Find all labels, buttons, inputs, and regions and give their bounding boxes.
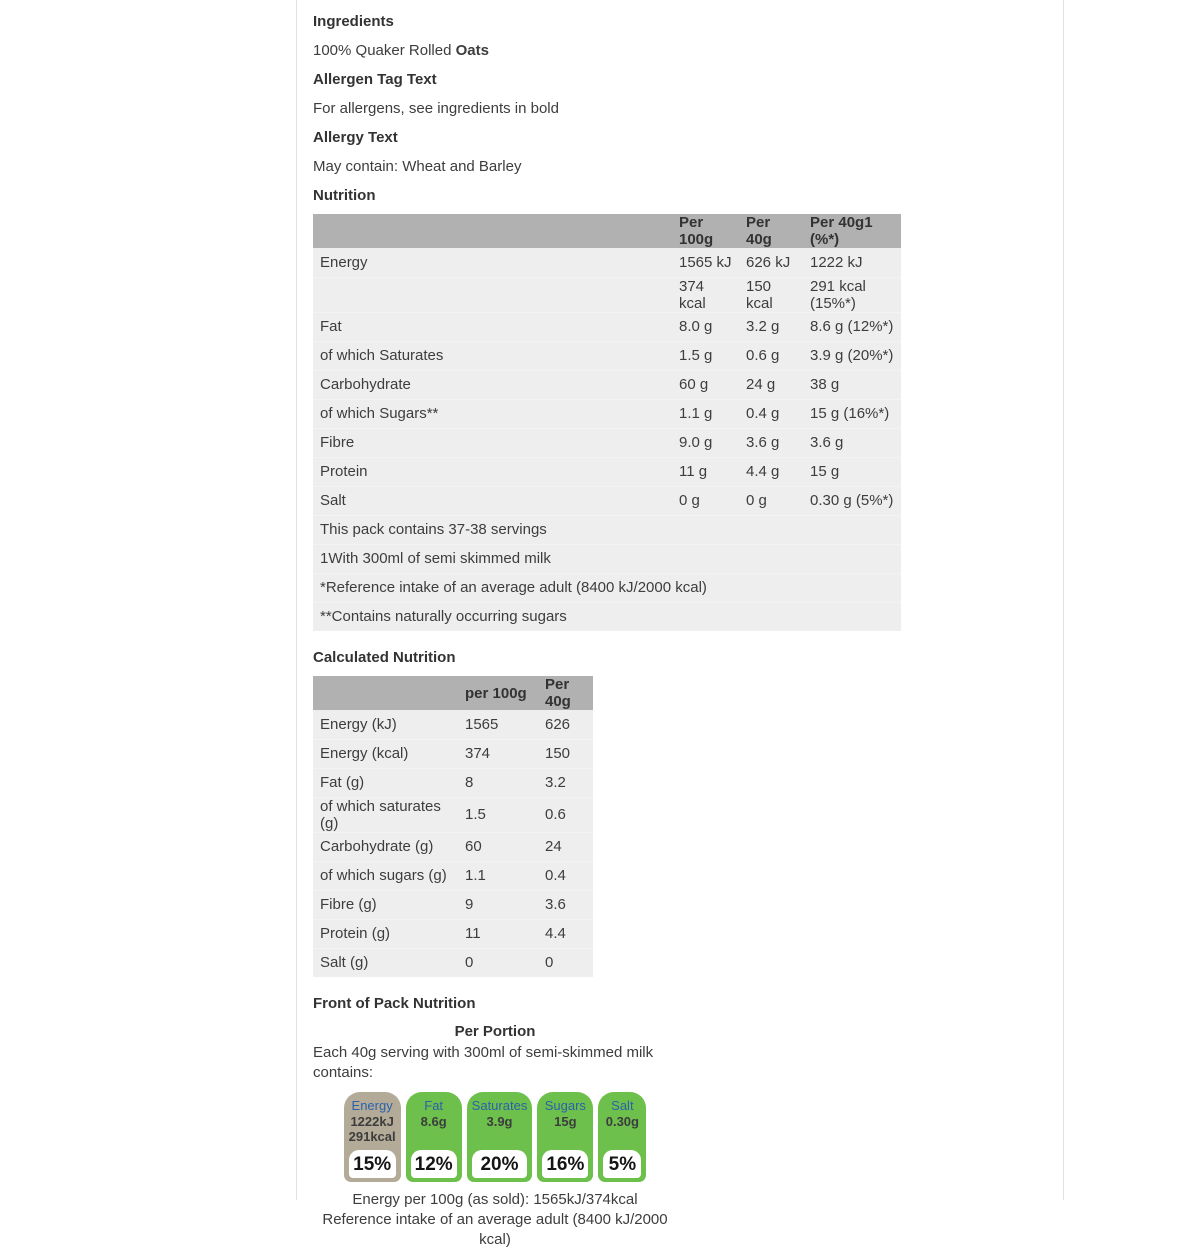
ingredients-text	[313, 36, 1047, 65]
table-header-row	[313, 676, 593, 710]
badge-value: 1222kJ	[350, 1114, 394, 1129]
table-footnote-row	[313, 515, 901, 544]
badge-percent: 16%	[542, 1150, 588, 1178]
column-header: Per 40g	[739, 214, 803, 248]
table-cell: 3.6	[538, 890, 593, 919]
allergy-heading: Allergy Text	[313, 129, 398, 146]
table-cell: of which saturates (g)	[313, 797, 458, 832]
table-cell: 1.5	[458, 797, 538, 832]
table-row	[313, 832, 593, 861]
table-cell: 3.9 g (20%*)	[803, 341, 901, 370]
badge-value: 8.6g	[420, 1114, 447, 1129]
nutrient-badge-salt	[598, 1092, 646, 1182]
badge-percent: 12%	[411, 1150, 457, 1178]
table-cell: 8.0 g	[672, 312, 739, 341]
front-of-pack-heading: Front of Pack Nutrition	[313, 995, 476, 1012]
table-cell: 9.0 g	[672, 428, 739, 457]
table-cell: 11 g	[672, 457, 739, 486]
table-cell: 0 g	[672, 486, 739, 515]
table-cell: 38 g	[803, 370, 901, 399]
nutrient-badge-sugars	[537, 1092, 593, 1182]
column-header	[313, 676, 458, 710]
table-cell: 24	[538, 832, 593, 861]
badge-value: 15g	[554, 1114, 577, 1129]
table-cell: 3.2	[538, 768, 593, 797]
table-footnote-row	[313, 544, 901, 573]
table-cell: 4.4	[538, 919, 593, 948]
badge-percent: 15%	[349, 1150, 396, 1178]
table-header-row	[313, 214, 901, 248]
table-cell: Carbohydrate (g)	[313, 832, 458, 861]
calculated-nutrition-heading: Calculated Nutrition	[313, 649, 456, 666]
table-row	[313, 399, 901, 428]
table-cell: 1.1	[458, 861, 538, 890]
table-row	[313, 457, 901, 486]
ingredients-text-prefix: 100% Quaker Rolled	[313, 42, 456, 59]
table-cell: 150	[538, 739, 593, 768]
table-cell: 0.30 g (5%*)	[803, 486, 901, 515]
front-of-pack-section	[313, 1021, 677, 1250]
energy-per-100g-note: Energy per 100g (as sold): 1565kJ/374kcal	[352, 1191, 638, 1208]
table-cell: 60 g	[672, 370, 739, 399]
column-header: Per 40g	[538, 676, 593, 710]
table-cell: 150 kcal	[739, 277, 803, 312]
table-cell: Fat (g)	[313, 768, 458, 797]
table-cell: 15 g	[803, 457, 901, 486]
product-info-panel	[296, 0, 1064, 1248]
badge-label: Salt	[611, 1098, 634, 1113]
nutrient-badge-energy	[344, 1092, 401, 1182]
badge-percent: 20%	[472, 1150, 528, 1178]
table-cell: Fibre	[313, 428, 672, 457]
table-cell: Fibre (g)	[313, 890, 458, 919]
table-footnote: This pack contains 37-38 servings	[313, 515, 901, 544]
table-cell: 8	[458, 768, 538, 797]
table-cell: 4.4 g	[739, 457, 803, 486]
table-footnote: 1With 300ml of semi skimmed milk	[313, 544, 901, 573]
table-row	[313, 948, 593, 977]
table-cell: 11	[458, 919, 538, 948]
table-cell: 8.6 g (12%*)	[803, 312, 901, 341]
table-cell: 1222 kJ	[803, 248, 901, 277]
calculated-nutrition-table	[313, 676, 593, 977]
table-cell: 291 kcal (15%*)	[803, 277, 901, 312]
table-cell: 1565 kJ	[672, 248, 739, 277]
table-row	[313, 710, 593, 739]
badge-label: Fat	[424, 1098, 444, 1113]
table-cell: 0	[458, 948, 538, 977]
table-row	[313, 919, 593, 948]
badge-label: Saturates	[471, 1098, 528, 1113]
table-row	[313, 797, 593, 832]
column-header: per 100g	[458, 676, 538, 710]
table-cell: 626 kJ	[739, 248, 803, 277]
table-cell: 3.6 g	[803, 428, 901, 457]
table-row	[313, 486, 901, 515]
table-cell: 60	[458, 832, 538, 861]
table-cell: 0.4	[538, 861, 593, 890]
table-cell: 626	[538, 710, 593, 739]
table-row	[313, 861, 593, 890]
table-footnote: **Contains naturally occurring sugars	[313, 602, 901, 631]
table-cell: 24 g	[739, 370, 803, 399]
nutrient-badge-saturates	[467, 1092, 533, 1182]
table-cell	[313, 277, 672, 312]
table-footnote-row	[313, 573, 901, 602]
table-cell: Energy	[313, 248, 672, 277]
table-row	[313, 312, 901, 341]
table-cell: 0	[538, 948, 593, 977]
table-cell: Energy (kcal)	[313, 739, 458, 768]
badge-value: 3.9g	[486, 1114, 513, 1129]
column-header	[313, 214, 672, 248]
badge-label: Energy	[351, 1098, 393, 1113]
table-footnote: *Reference intake of an average adult (8400 kJ/2000 kcal)	[313, 573, 901, 602]
table-row	[313, 428, 901, 457]
table-cell: 1.1 g	[672, 399, 739, 428]
allergen-tag-text: For allergens, see ingredients in bold	[313, 100, 559, 117]
table-cell: of which sugars (g)	[313, 861, 458, 890]
badge-percent: 5%	[603, 1150, 641, 1178]
allergy-text: May contain: Wheat and Barley	[313, 158, 522, 175]
table-row	[313, 341, 901, 370]
table-cell: 374 kcal	[672, 277, 739, 312]
badge-value: 291kcal	[348, 1129, 396, 1144]
table-row	[313, 248, 901, 277]
table-cell: of which Saturates	[313, 341, 672, 370]
nutrition-heading: Nutrition	[313, 187, 376, 204]
table-cell: 0.6 g	[739, 341, 803, 370]
table-cell: 9	[458, 890, 538, 919]
table-cell: 3.6 g	[739, 428, 803, 457]
serving-description: Each 40g serving with 300ml of semi-skimmed milk contains:	[313, 1044, 654, 1081]
table-cell: 3.2 g	[739, 312, 803, 341]
table-cell: of which Sugars**	[313, 399, 672, 428]
reference-intake-note: Reference intake of an average adult (8400 kJ/2000 kcal)	[322, 1211, 668, 1248]
column-header: Per 40g1 (%*)	[803, 214, 901, 248]
table-cell: 0.6	[538, 797, 593, 832]
table-cell: 374	[458, 739, 538, 768]
badge-label: Sugars	[544, 1098, 586, 1113]
table-cell: Protein (g)	[313, 919, 458, 948]
table-cell: 1565	[458, 710, 538, 739]
table-row	[313, 768, 593, 797]
table-cell: Salt	[313, 486, 672, 515]
table-cell: Carbohydrate	[313, 370, 672, 399]
table-cell: Salt (g)	[313, 948, 458, 977]
allergen-tag-heading: Allergen Tag Text	[313, 71, 437, 88]
table-cell: Protein	[313, 457, 672, 486]
table-cell: Energy (kJ)	[313, 710, 458, 739]
table-cell: Fat	[313, 312, 672, 341]
table-cell: 15 g (16%*)	[803, 399, 901, 428]
ingredients-allergen-bold: Oats	[455, 42, 489, 59]
nutrition-table	[313, 214, 901, 631]
table-cell: 0.4 g	[739, 399, 803, 428]
table-footnote-row	[313, 602, 901, 631]
traffic-light-badges	[313, 1092, 677, 1182]
column-header: Per 100g	[672, 214, 739, 248]
per-portion-title: Per Portion	[454, 1023, 536, 1040]
table-row	[313, 739, 593, 768]
ingredients-heading: Ingredients	[313, 13, 394, 30]
table-cell: 1.5 g	[672, 341, 739, 370]
table-row	[313, 277, 901, 312]
table-row	[313, 890, 593, 919]
nutrient-badge-fat	[406, 1092, 462, 1182]
badge-value: 0.30g	[605, 1114, 639, 1129]
table-cell: 0 g	[739, 486, 803, 515]
table-row	[313, 370, 901, 399]
